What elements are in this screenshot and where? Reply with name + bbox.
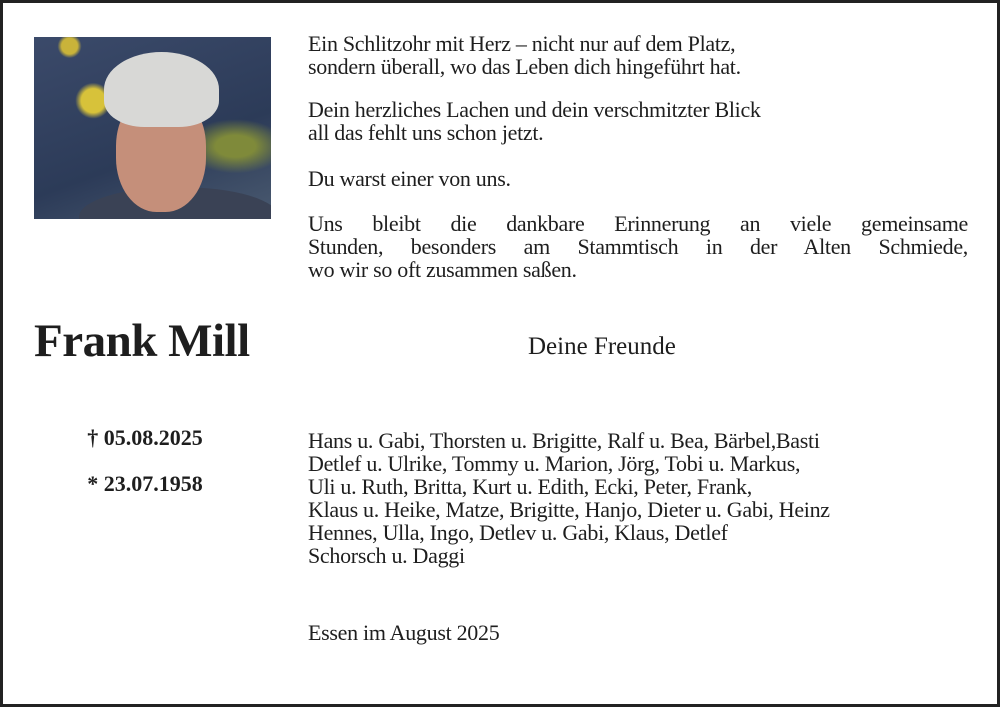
poem-paragraph-1 — [308, 32, 741, 78]
poem-line: all das fehlt uns schon jetzt. — [308, 120, 544, 145]
poem-line: Uns bleibt die dankbare Erinnerung an viele gemeinsame — [308, 211, 968, 236]
death-date: † 05.08.2025 — [87, 425, 203, 450]
signature: Deine Freunde — [528, 333, 676, 360]
poem-line: Ein Schlitzohr mit Herz – nicht nur auf dem Platz, — [308, 31, 736, 56]
photo-hair — [104, 52, 219, 127]
poem-line: Dein herzliches Lachen und dein verschmitzter Blick — [308, 97, 761, 122]
friends-list — [308, 429, 830, 567]
friends-line: Schorsch u. Daggi — [308, 543, 465, 568]
poem-paragraph-3 — [308, 167, 511, 190]
friends-line: Hennes, Ulla, Ingo, Detlev u. Gabi, Klaus, Detlef — [308, 520, 728, 545]
friends-line: Uli u. Ruth, Britta, Kurt u. Edith, Ecki, Peter, Frank, — [308, 474, 752, 499]
poem-paragraph-4 — [308, 212, 968, 281]
birth-date: * 23.07.1958 — [87, 471, 203, 496]
place-date: Essen im August 2025 — [308, 620, 500, 645]
portrait-photo — [34, 37, 271, 219]
friends-line: Hans u. Gabi, Thorsten u. Brigitte, Ralf u. Bea, Bärbel,Basti — [308, 428, 820, 453]
friends-line: Klaus u. Heike, Matze, Brigitte, Hanjo, Dieter u. Gabi, Heinz — [308, 497, 830, 522]
poem-line: wo wir so oft zusammen saßen. — [308, 257, 577, 282]
friends-line: Detlef u. Ulrike, Tommy u. Marion, Jörg, Tobi u. Markus, — [308, 451, 801, 476]
deceased-name: Frank Mill — [34, 315, 250, 367]
poem-line: sondern überall, wo das Leben dich hingeführt hat. — [308, 54, 741, 79]
poem-line: Stunden, besonders am Stammtisch in der Alten Schmiede, — [308, 234, 968, 259]
poem-line: Du warst einer von uns. — [308, 166, 511, 191]
poem-paragraph-2 — [308, 98, 761, 144]
